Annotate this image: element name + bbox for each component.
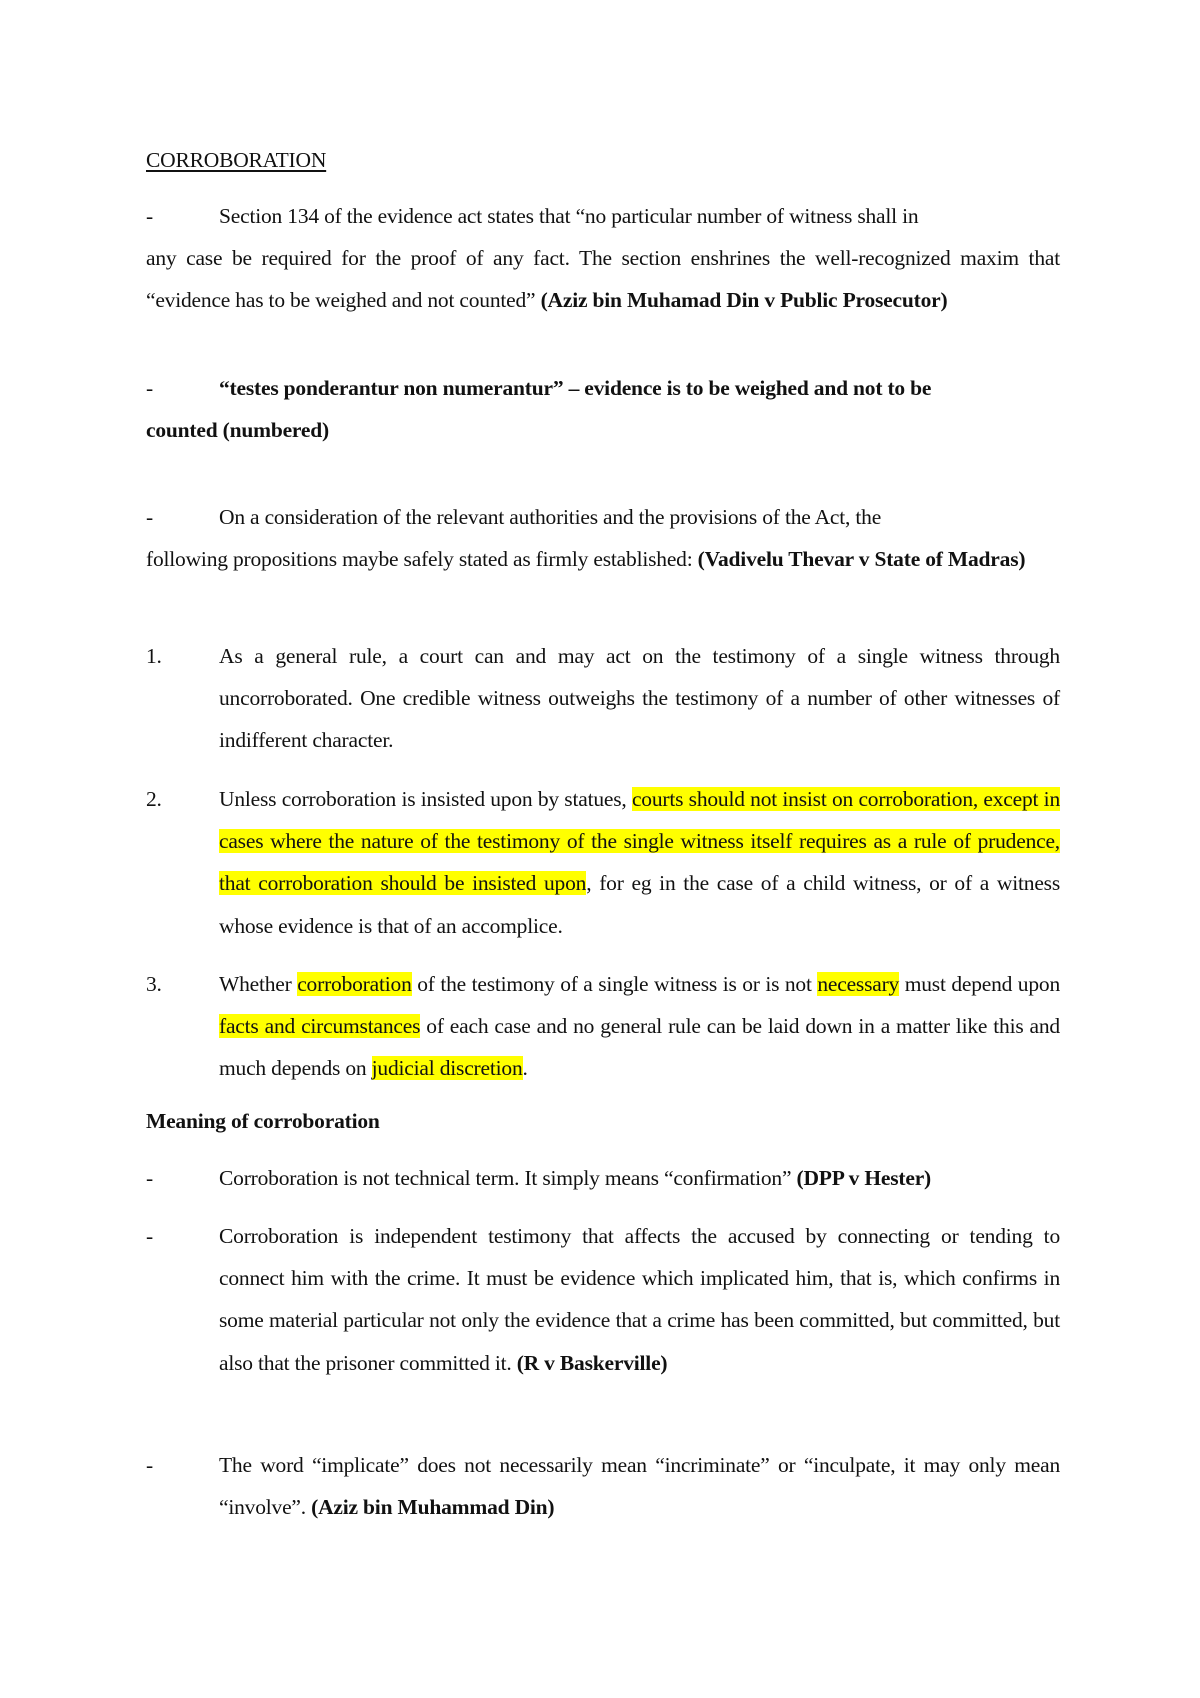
list-marker: - — [146, 505, 153, 529]
intro-item-maxim — [146, 367, 1060, 451]
highlighted-text: courts should not insist on corroboration, except in cases where the nature of the testimony of the single witness itself requires as a rule of prudence, that corroboration should be insisted upon — [219, 787, 1061, 896]
intro-item-first-line: “testes ponderantur non numerantur” – evidence is to be weighed and not to be — [219, 376, 932, 400]
case-citation: (Aziz bin Muhamad Din v Public Prosecutor) — [540, 288, 948, 313]
case-citation: (DPP v Hester) — [796, 1166, 932, 1190]
proposition-1 — [146, 635, 1060, 762]
list-marker: - — [146, 376, 153, 400]
meaning-item-text: Corroboration is independent testimony that affects the accused by connecting or tending to connect him with the crime. It must be evidence which implicated him, that is, which confirms in some material particular not only the evidence that a crime has been committed, but committed, but also that the prisoner committed it. (R v Baskerville) — [219, 1224, 1060, 1375]
meaning-item-independent-testimony — [146, 1215, 1060, 1384]
intro-item-continuation: any case be required for the proof of any fact. The section enshrines the well-recognized maxim that “evidence has to be weighed and not counted” (Aziz bin Muhamad Din v Public Prosecutor) — [146, 246, 1060, 313]
meaning-item-text: The word “implicate” does not necessarily mean “incriminate” or “inculpate, it may only mean “involve”. (Aziz bin Muhammad Din) — [219, 1453, 1060, 1520]
intro-item-continuation: following propositions maybe safely stated as firmly established: (Vadivelu Thevar v State of Madras) — [146, 547, 1026, 572]
page-title: CORROBORATION — [146, 148, 327, 172]
list-number: 2. — [146, 787, 162, 811]
list-number: 3. — [146, 972, 162, 996]
meaning-item-implicate — [146, 1444, 1060, 1528]
intro-item-continuation: counted (numbered) — [146, 418, 329, 443]
intro-item-propositions — [146, 496, 1060, 580]
highlighted-text: necessary — [817, 972, 900, 996]
list-marker: - — [146, 204, 153, 228]
intro-item-first-line: Section 134 of the evidence act states that “no particular number of witness shall in — [219, 204, 919, 228]
intro-item-first-line: On a consideration of the relevant authorities and the provisions of the Act, the — [219, 505, 882, 529]
list-marker: - — [146, 1224, 153, 1248]
case-citation: (Aziz bin Muhammad Din) — [311, 1495, 555, 1520]
list-marker: - — [146, 1453, 153, 1477]
section-heading: Meaning of corroboration — [146, 1109, 380, 1133]
proposition-text: As a general rule, a court can and may act on the testimony of a single witness through uncorroborated. One credible witness outweighs the testimony of a number of other witnesses of indifferent character. — [219, 644, 1060, 753]
meaning-item-confirmation — [146, 1157, 1060, 1199]
proposition-text: Whether corroboration of the testimony of a single witness is or is not necessary must depend upon facts and circumstances of each case and no general rule can be laid down in a matter like this and much depends on judicial discretion. — [219, 972, 1060, 1081]
list-number: 1. — [146, 644, 162, 668]
proposition-2 — [146, 778, 1060, 947]
proposition-text: Unless corroboration is insisted upon by statues, courts should not insist on corroboration, except in cases where the nature of the testimony of the single witness itself requires as a rule of prudence, that corroboration should be insisted upon, for eg in the case of a child witness, or of a witness whose evidence is that of an accomplice. — [219, 787, 1061, 938]
highlighted-text: judicial discretion — [371, 1056, 523, 1081]
list-marker: - — [146, 1166, 153, 1190]
proposition-3 — [146, 963, 1060, 1090]
case-citation: (R v Baskerville) — [516, 1350, 668, 1375]
case-citation: (Vadivelu Thevar v State of Madras) — [697, 547, 1026, 572]
highlighted-text: facts and circumstances — [219, 1014, 421, 1039]
intro-item-section-134 — [146, 195, 1060, 322]
meaning-item-text: Corroboration is not technical term. It simply means “confirmation” (DPP v Hester) — [219, 1166, 932, 1190]
highlighted-text: corroboration — [297, 972, 412, 996]
